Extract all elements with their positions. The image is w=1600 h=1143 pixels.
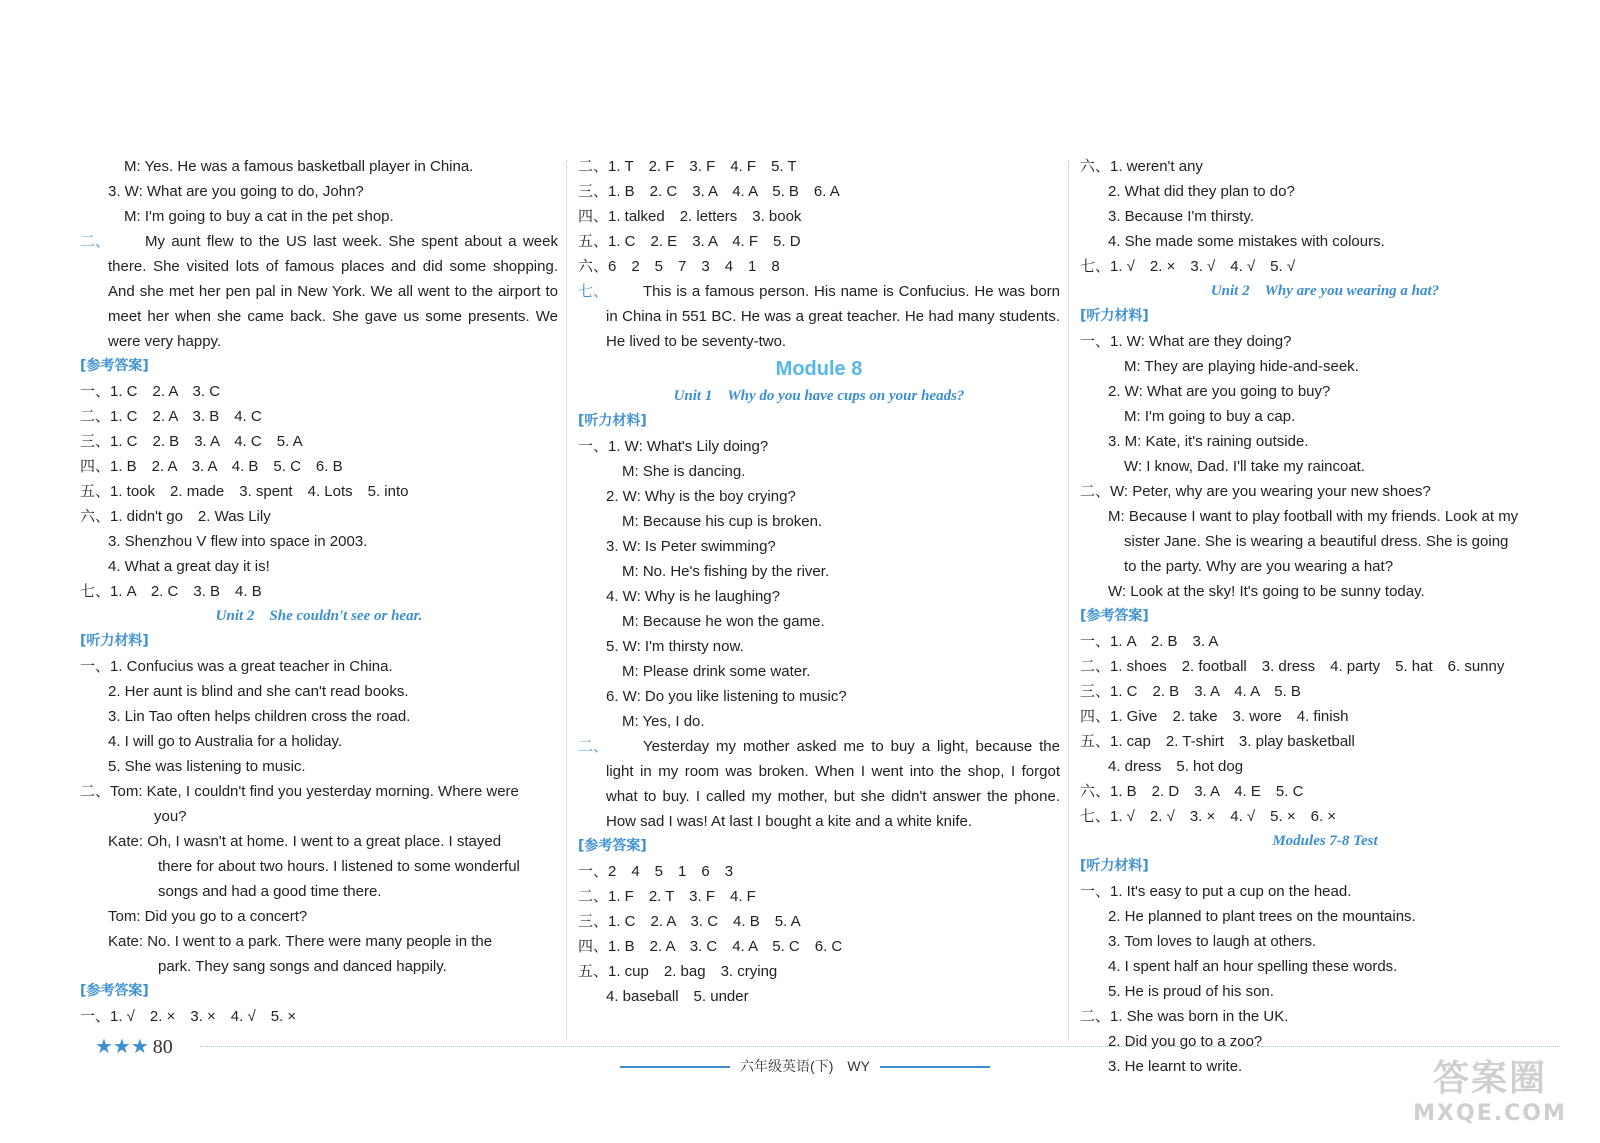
- text-line: M: I'm going to buy a cap.: [1124, 408, 1296, 425]
- answer-line: 3. Shenzhou V flew into space in 2003.: [108, 533, 368, 550]
- text-line: 3. Lin Tao often helps children cross the road.: [108, 708, 411, 725]
- text-line: 3. Tom loves to laugh at others.: [1108, 933, 1317, 950]
- star-icons: ★★★: [95, 1036, 149, 1058]
- text-line: M: Yes, I do.: [622, 713, 705, 730]
- text-line: 5. W: I'm thirsty now.: [606, 638, 744, 655]
- text-line: songs and had a good time there.: [158, 883, 382, 900]
- listening-header: [听力材料]: [1080, 858, 1149, 874]
- text-line: M: Please drink some water.: [622, 663, 811, 680]
- text-line: 5. She was listening to music.: [108, 758, 306, 775]
- text-line: M: They are playing hide-and-seek.: [1124, 358, 1359, 375]
- answers-header: [参考答案]: [1080, 608, 1149, 624]
- footer-bar-left: [620, 1066, 730, 1068]
- text-line: 一、1. It's easy to put a cup on the head.: [1080, 883, 1352, 900]
- answer-line: 三、1. C 2. B 3. A 4. A 5. B: [1080, 683, 1301, 700]
- text-line: M: I'm going to buy a cat in the pet shop.: [124, 208, 394, 225]
- answer-line: 一、2 4 5 1 6 3: [578, 863, 734, 880]
- text-line: 3. W: Is Peter swimming?: [606, 538, 776, 555]
- answer-line: 二、1. C 2. A 3. B 4. C: [80, 408, 262, 425]
- answer-line: 六、1. didn't go 2. Was Lily: [80, 508, 271, 525]
- text-line: 2. He planned to plant trees on the mountains.: [1108, 908, 1416, 925]
- column-left: [80, 154, 558, 1029]
- listening-paragraph: [578, 279, 1060, 354]
- column-middle: [578, 154, 1060, 1009]
- column-right: [1080, 154, 1570, 1079]
- answer-line: 三、1. C 2. B 3. A 4. C 5. A: [80, 433, 303, 450]
- item-number: 七、: [578, 283, 609, 300]
- watermark-logo: [1400, 1057, 1580, 1137]
- text-line: M: Yes. He was a famous basketball player in China.: [124, 158, 474, 175]
- listening-header: [听力材料]: [1080, 308, 1149, 324]
- text-line: Tom: Did you go to a concert?: [108, 908, 308, 925]
- unit-heading: Unit 2 Why are you wearing a hat?: [1210, 283, 1440, 299]
- answer-line: 一、1. A 2. B 3. A: [1080, 633, 1219, 650]
- text-line: 一、1. W: What's Lily doing?: [578, 438, 769, 455]
- unit-heading: Unit 1 Why do you have cups on your heads?: [673, 388, 965, 404]
- text-line: Kate: No. I went to a park. There were many people in the: [108, 933, 493, 950]
- answer-line: 4. What a great day it is!: [108, 558, 270, 575]
- answer-line: 2. What did they plan to do?: [1108, 183, 1295, 200]
- text-line: 5. He is proud of his son.: [1108, 983, 1274, 1000]
- paragraph-text: This is a famous person. His name is Confucius. He was born in China in 551 BC. He was a great teacher. He had many students. He lived to be seventy-two.: [606, 283, 1060, 350]
- text-line: W: Look at the sky! It's going to be sunny today.: [1108, 583, 1425, 600]
- text-line: 4. I will go to Australia for a holiday.: [108, 733, 343, 750]
- answer-line: 二、1. T 2. F 3. F 4. F 5. T: [578, 158, 797, 175]
- page-footer-center: [595, 1056, 1015, 1076]
- text-line: M: She is dancing.: [622, 463, 746, 480]
- text-line: 一、1. Confucius was a great teacher in China.: [80, 658, 393, 675]
- footer-bar-right: [880, 1066, 990, 1068]
- test-heading: Modules 7-8 Test: [1272, 833, 1378, 849]
- answer-line: 一、1. √ 2. × 3. × 4. √ 5. ×: [80, 1008, 297, 1025]
- item-number: 二、: [578, 738, 609, 755]
- text-line: 2. Did you go to a zoo?: [1108, 1033, 1263, 1050]
- answer-line: 四、1. B 2. A 3. C 4. A 5. C 6. C: [578, 938, 843, 955]
- text-line: 二、W: Peter, why are you wearing your new shoes?: [1080, 483, 1431, 500]
- answer-line: 三、1. C 2. A 3. C 4. B 5. A: [578, 913, 801, 930]
- answer-line: 四、1. Give 2. take 3. wore 4. finish: [1080, 708, 1349, 725]
- text-line: 一、1. W: What are they doing?: [1080, 333, 1292, 350]
- answer-line: 六、6 2 5 7 3 4 1 8: [578, 258, 780, 275]
- text-line: 4. I spent half an hour spelling these words.: [1108, 958, 1398, 975]
- listening-header: [听力材料]: [578, 413, 647, 429]
- text-line: 2. W: What are you going to buy?: [1108, 383, 1331, 400]
- text-line: sister Jane. She is wearing a beautiful dress. She is going: [1124, 533, 1509, 550]
- text-line: you?: [154, 808, 187, 825]
- page-footer-left: [95, 1034, 173, 1059]
- book-title: 六年级英语(下) WY: [740, 1058, 870, 1074]
- answer-line: 五、1. cap 2. T-shirt 3. play basketball: [1080, 733, 1355, 750]
- answer-line: 二、1. F 2. T 3. F 4. F: [578, 888, 756, 905]
- paragraph-text: My aunt flew to the US last week. She spent about a week there. She visited lots of famous places and did some shopping. And she met her pen pal in New York. We all went to the airport to meet her when she came back. She gave us some presents. We were very happy.: [108, 233, 558, 350]
- answers-header: [参考答案]: [80, 358, 149, 374]
- watermark-text: 答案圈: [1432, 1058, 1547, 1099]
- answer-line: 4. baseball 5. under: [606, 988, 749, 1005]
- paragraph-text: Yesterday my mother asked me to buy a light, because the light in my room was broken. When I went into the shop, I forgot what to buy. I called my mother, but she didn't answer the phone. How sad I was! At last I bought a kite and a white knife.: [606, 738, 1060, 830]
- page-number: 80: [152, 1036, 173, 1058]
- answer-line: 3. Because I'm thirsty.: [1108, 208, 1254, 225]
- answer-line: 七、1. √ 2. √ 3. × 4. √ 5. × 6. ×: [1080, 808, 1337, 825]
- answer-line: 四、1. talked 2. letters 3. book: [578, 208, 802, 225]
- text-line: 3. M: Kate, it's raining outside.: [1108, 433, 1309, 450]
- footer-divider: [200, 1046, 1560, 1047]
- module-heading: Module 8: [775, 358, 863, 380]
- text-line: park. They sang songs and danced happily.: [158, 958, 447, 975]
- listening-paragraph: [578, 734, 1060, 834]
- answer-line: 4. dress 5. hot dog: [1108, 758, 1244, 775]
- column-divider: [1068, 160, 1069, 1040]
- text-line: M: Because he won the game.: [622, 613, 825, 630]
- answer-line: 五、1. cup 2. bag 3. crying: [578, 963, 778, 980]
- text-line: Kate: Oh, I wasn't at home. I went to a great place. I stayed: [108, 833, 502, 850]
- answer-line: 四、1. B 2. A 3. A 4. B 5. C 6. B: [80, 458, 343, 475]
- text-line: to the party. Why are you wearing a hat?: [1124, 558, 1394, 575]
- answer-line: 五、1. C 2. E 3. A 4. F 5. D: [578, 233, 801, 250]
- column-divider: [566, 160, 567, 1040]
- answers-header: [参考答案]: [80, 983, 149, 999]
- answer-line: 七、1. √ 2. × 3. √ 4. √ 5. √: [1080, 258, 1296, 275]
- answers-header: [参考答案]: [578, 838, 647, 854]
- text-line: 3. W: What are you going to do, John?: [108, 183, 364, 200]
- text-line: 二、Tom: Kate, I couldn't find you yesterday morning. Where were: [80, 783, 519, 800]
- listening-header: [听力材料]: [80, 633, 149, 649]
- answer-line: 一、1. C 2. A 3. C: [80, 383, 221, 400]
- text-line: 6. W: Do you like listening to music?: [606, 688, 847, 705]
- unit-heading: Unit 2 She couldn't see or hear.: [215, 608, 423, 624]
- item-number: 二、: [80, 233, 111, 250]
- watermark-url: MXQE.COM: [1413, 1101, 1567, 1126]
- listening-paragraph: [80, 229, 558, 354]
- answer-line: 三、1. B 2. C 3. A 4. A 5. B 6. A: [578, 183, 840, 200]
- answer-line: 七、1. A 2. C 3. B 4. B: [80, 583, 262, 600]
- answer-line: 二、1. shoes 2. football 3. dress 4. party 5. hat 6. sunny: [1080, 658, 1505, 675]
- text-line: there for about two hours. I listened to some wonderful: [158, 858, 520, 875]
- answer-line: 五、1. took 2. made 3. spent 4. Lots 5. into: [80, 483, 409, 500]
- text-line: 2. Her aunt is blind and she can't read books.: [108, 683, 409, 700]
- text-line: M: Because I want to play football with my friends. Look at my: [1108, 508, 1519, 525]
- text-line: M: Because his cup is broken.: [622, 513, 823, 530]
- text-line: 4. W: Why is he laughing?: [606, 588, 780, 605]
- answer-line: 4. She made some mistakes with colours.: [1108, 233, 1385, 250]
- text-line: 3. He learnt to write.: [1108, 1058, 1243, 1075]
- text-line: M: No. He's fishing by the river.: [622, 563, 830, 580]
- answer-line: 六、1. B 2. D 3. A 4. E 5. C: [1080, 783, 1304, 800]
- text-line: 二、1. She was born in the UK.: [1080, 1008, 1289, 1025]
- answer-line: 六、1. weren't any: [1080, 158, 1203, 175]
- text-line: W: I know, Dad. I'll take my raincoat.: [1124, 458, 1366, 475]
- text-line: 2. W: Why is the boy crying?: [606, 488, 796, 505]
